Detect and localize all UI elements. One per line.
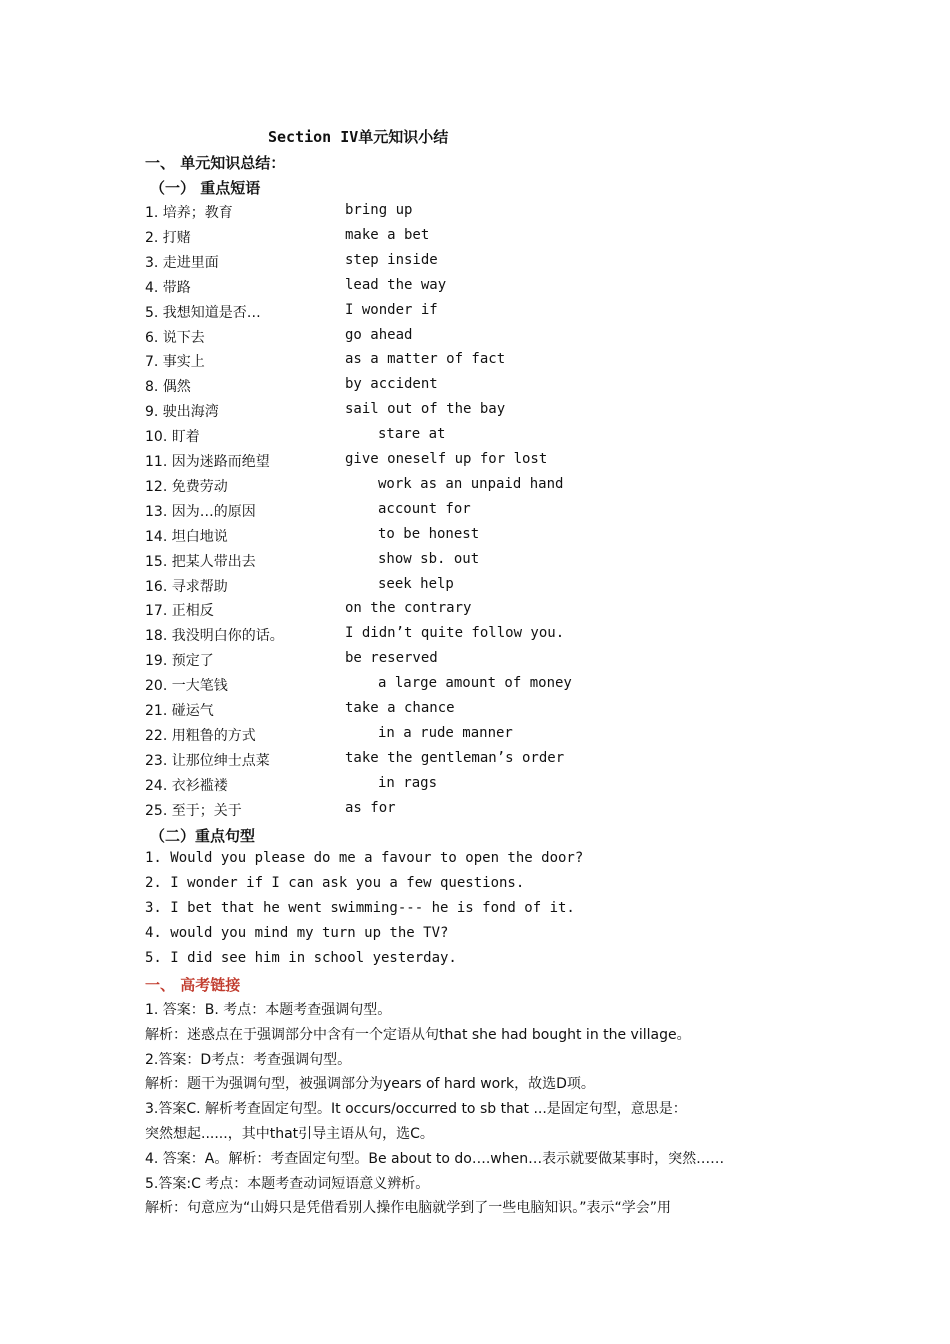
phrase-chinese: 12. 免费劳动 [145,478,228,495]
answer-line: 3.答案C. 解析考查固定句型。It occurs/occurred to sb that ...是固定句型，意思是： [145,1101,687,1118]
phrase-chinese: 14. 坦白地说 [145,528,228,545]
phrase-english: to be honest [378,525,480,542]
sentence-line: 3. I bet that he went swimming--- he is fond of it. [145,900,575,916]
phrase-chinese: 5. 我想知道是否… [145,304,261,321]
sentence-line: 5. I did see him in school yesterday. [145,950,457,966]
phrase-english: as for [345,799,396,816]
phrase-chinese: 16. 寻求帮助 [145,578,228,595]
phrase-english: bring up [345,202,413,218]
phrase-english: sail out of the bay [345,401,506,418]
phrase-english: account for [378,500,471,517]
phrase-english: in a rude manner [378,724,513,741]
phrase-chinese: 22. 用粗鲁的方式 [145,727,256,744]
phrase-english: I didn’t quite follow you. [345,625,565,642]
phrase-chinese: 9. 驶出海湾 [145,404,219,421]
phrase-chinese: 10. 盯着 [145,429,200,446]
phrase-chinese: 20. 一大笔钱 [145,678,228,695]
phrase-chinese: 13. 因为…的原因 [145,503,256,520]
answer-line: 解析：题干为强调句型，被强调部分为years of hard work，故选D项。 [145,1076,595,1093]
phrase-chinese: 8. 偶然 [145,379,191,396]
phrase-english: show sb. out [378,550,480,567]
phrase-english: step inside [345,251,438,268]
phrase-english: seek help [378,575,454,592]
sentence-line: 2. I wonder if I can ask you a few questions. [145,875,525,891]
phrase-english: in rags [378,774,438,791]
phrase-chinese: 23. 让那位绅士点菜 [145,752,270,769]
phrase-english: on the contrary [345,600,472,617]
phrase-english: a large amount of money [378,675,572,692]
phrase-english: be reserved [345,650,438,667]
phrase-english: as a matter of fact [345,351,506,368]
phrase-english: I wonder if [345,301,438,318]
phrase-chinese: 15. 把某人带出去 [145,553,256,570]
answer-line: 解析：迷惑点在于强调部分中含有一个定语从句that she had bought in the village。 [145,1026,691,1043]
phrase-english: make a bet [345,226,430,243]
answer-line: 解析：句意应为“山姆只是凭借看别人操作电脑就学到了一些电脑知识。”表示“学会”用 [145,1200,672,1217]
phrase-chinese: 25. 至于；关于 [145,802,242,819]
phrase-english: take a chance [345,700,455,716]
section-heading-exam-links: 一、 高考链接 [145,976,241,994]
phrase-english: take the gentleman’s order [345,749,565,766]
phrase-chinese: 2. 打赌 [145,229,191,246]
page-title: Section IV单元知识小结 [268,128,449,146]
phrase-chinese: 11. 因为迷路而绝望 [145,454,270,470]
answer-line: 5.答案:C 考点：本题考查动词短语意义辨析。 [145,1175,430,1192]
phrase-english: by accident [345,376,438,393]
subheading-key-phrases: （一） 重点短语 [150,179,261,197]
phrase-chinese: 24. 衣衫褴褛 [145,777,228,794]
phrase-chinese: 7. 事实上 [145,354,205,371]
section-heading-knowledge-summary: 一、 单元知识总结： [145,154,286,172]
phrase-english: stare at [378,426,446,443]
phrase-english: go ahead [345,326,413,343]
phrase-english: lead the way [345,276,447,293]
phrase-chinese: 3. 走进里面 [145,254,219,271]
phrase-chinese: 6. 说下去 [145,329,205,346]
phrase-chinese: 18. 我没明白你的话。 [145,628,284,645]
phrase-english: give oneself up for lost [345,451,548,467]
phrase-chinese: 1. 培养；教育 [145,205,233,221]
phrase-chinese: 17. 正相反 [145,603,214,620]
answer-line: 2.答案：D考点：考查强调句型。 [145,1051,352,1068]
phrase-english: work as an unpaid hand [378,475,564,492]
phrase-chinese: 21. 碰运气 [145,703,214,719]
answer-line: 突然想起......，其中that引导主语从句，选C。 [145,1126,434,1142]
answer-line: 4. 答案：A。解析：考查固定句型。Be about to do….when…表示就要做某事时，突然…… [145,1150,725,1167]
answer-line: 1. 答案：B. 考点：本题考查强调句型。 [145,1002,392,1018]
sentence-line: 4. would you mind my turn up the TV? [145,925,449,941]
phrase-chinese: 4. 带路 [145,279,191,296]
subheading-key-sentences: （二）重点句型 [150,827,256,845]
sentence-line: 1. Would you please do me a favour to open the door? [145,850,584,866]
phrase-chinese: 19. 预定了 [145,653,214,670]
